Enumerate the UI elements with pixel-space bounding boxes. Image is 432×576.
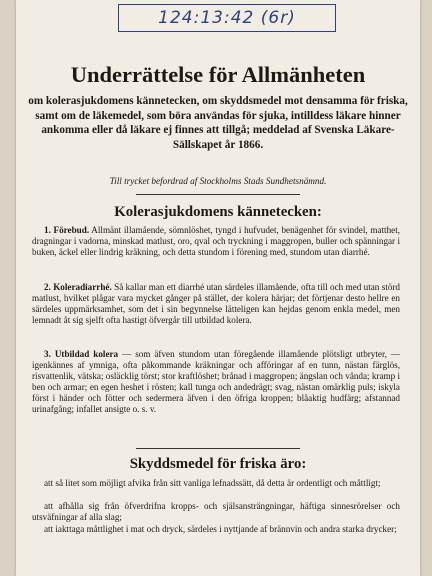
paragraph-text: Allmänt illamående, sömnlöshet, tyngd i hufvudet, benägenhet för svindel, matthet, dragningar i vadorna, minskad matlust, oro, qval och tryckning i maggropen, buller och spänningar i buken, äckel eller lindrig kräkning, och detta stundom i förening med, stundom utan diarrhé. [32,225,401,257]
paragraph-lead: 3. Utbildad kolera [44,349,119,359]
paragraph-lead: 1. Förebud. [44,225,90,235]
divider [136,194,300,195]
paragraph-koleradiarrhe [32,282,400,326]
paragraph-text: Så kallar man ett diarrhé utan särdeles illamående, ofta till och med utan störd matlust, hvilket plågar vara mycket gånger på stället, der kolera härjar; det förtjenar desto hellre en särdeles uppmärksamhet, som det i sin begynnelse lätteligen kan hejdas genom enkla medel, men lemnadt åt sig sjelft ofta hastigt öfvergår till utbildad kolera. [32,282,400,325]
paragraph-text: — som äfven stundom utan föregående illamående plötsligt utbryter, — igenkännes af ymniga, ofta påkommande kräkningar och afföringar af en tunn, nästan färglös, risvattenlik, vätska; osläcklig törst; stor kraftlöshet; brånad i maggropen; ängslan och vånda; kramp i ben och armar; en egen heshet i rösten; kall tunga och andedrägt; svag, nästan omärklig puls; iskyla först i händer och fötter och sedermera äfven i den öfriga kroppen; blåaktig hudfärg; afstannad urinafgång; infallet ansigte o. s. v. [32,349,400,414]
list-item: att iakttaga måttlighet i mat och dryck, särdeles i nyttjande af brännvin och andra starka drycker; [44,524,397,534]
print-note: Till trycket befordrad af Stockholms Stads Sundhetsnämnd. [109,176,327,186]
document-title: Underrättelse för Allmänheten [70,62,366,87]
list-item: att afhålla sig från öfverdrifna kropps- och själsansträngningar, häftiga sinnesrörelser och utsväfningar af alla slag; [32,501,400,522]
document-subtitle: om kolerasjukdomens kännetecken, om skyddsmedel mot densamma för friska, samt om de läkemedel, som böra användas för sjuka, intilldess läkare hinner ankomma eller då läkare ej finnes att tillgå; meddelad af Svenska Läkare-Sällskapet år 1866. [28,95,408,151]
archive-mark: 124:13:42 (6r) [118,4,336,32]
list-item: att så litet som möjligt afvika från sitt vanliga lefnadssätt, då detta är ordentligt och måttligt; [44,478,381,488]
paragraph-forebud [32,225,400,258]
paragraph-utbildad-kolera [32,349,400,415]
section-heading-prevention: Skyddsmedel för friska äro: [129,456,307,472]
divider [136,448,300,449]
document-page [16,0,420,576]
section-heading-symptoms: Kolerasjukdomens kännetecken: [114,204,322,220]
paragraph-lead: 2. Koleradiarrhé. [44,282,112,292]
